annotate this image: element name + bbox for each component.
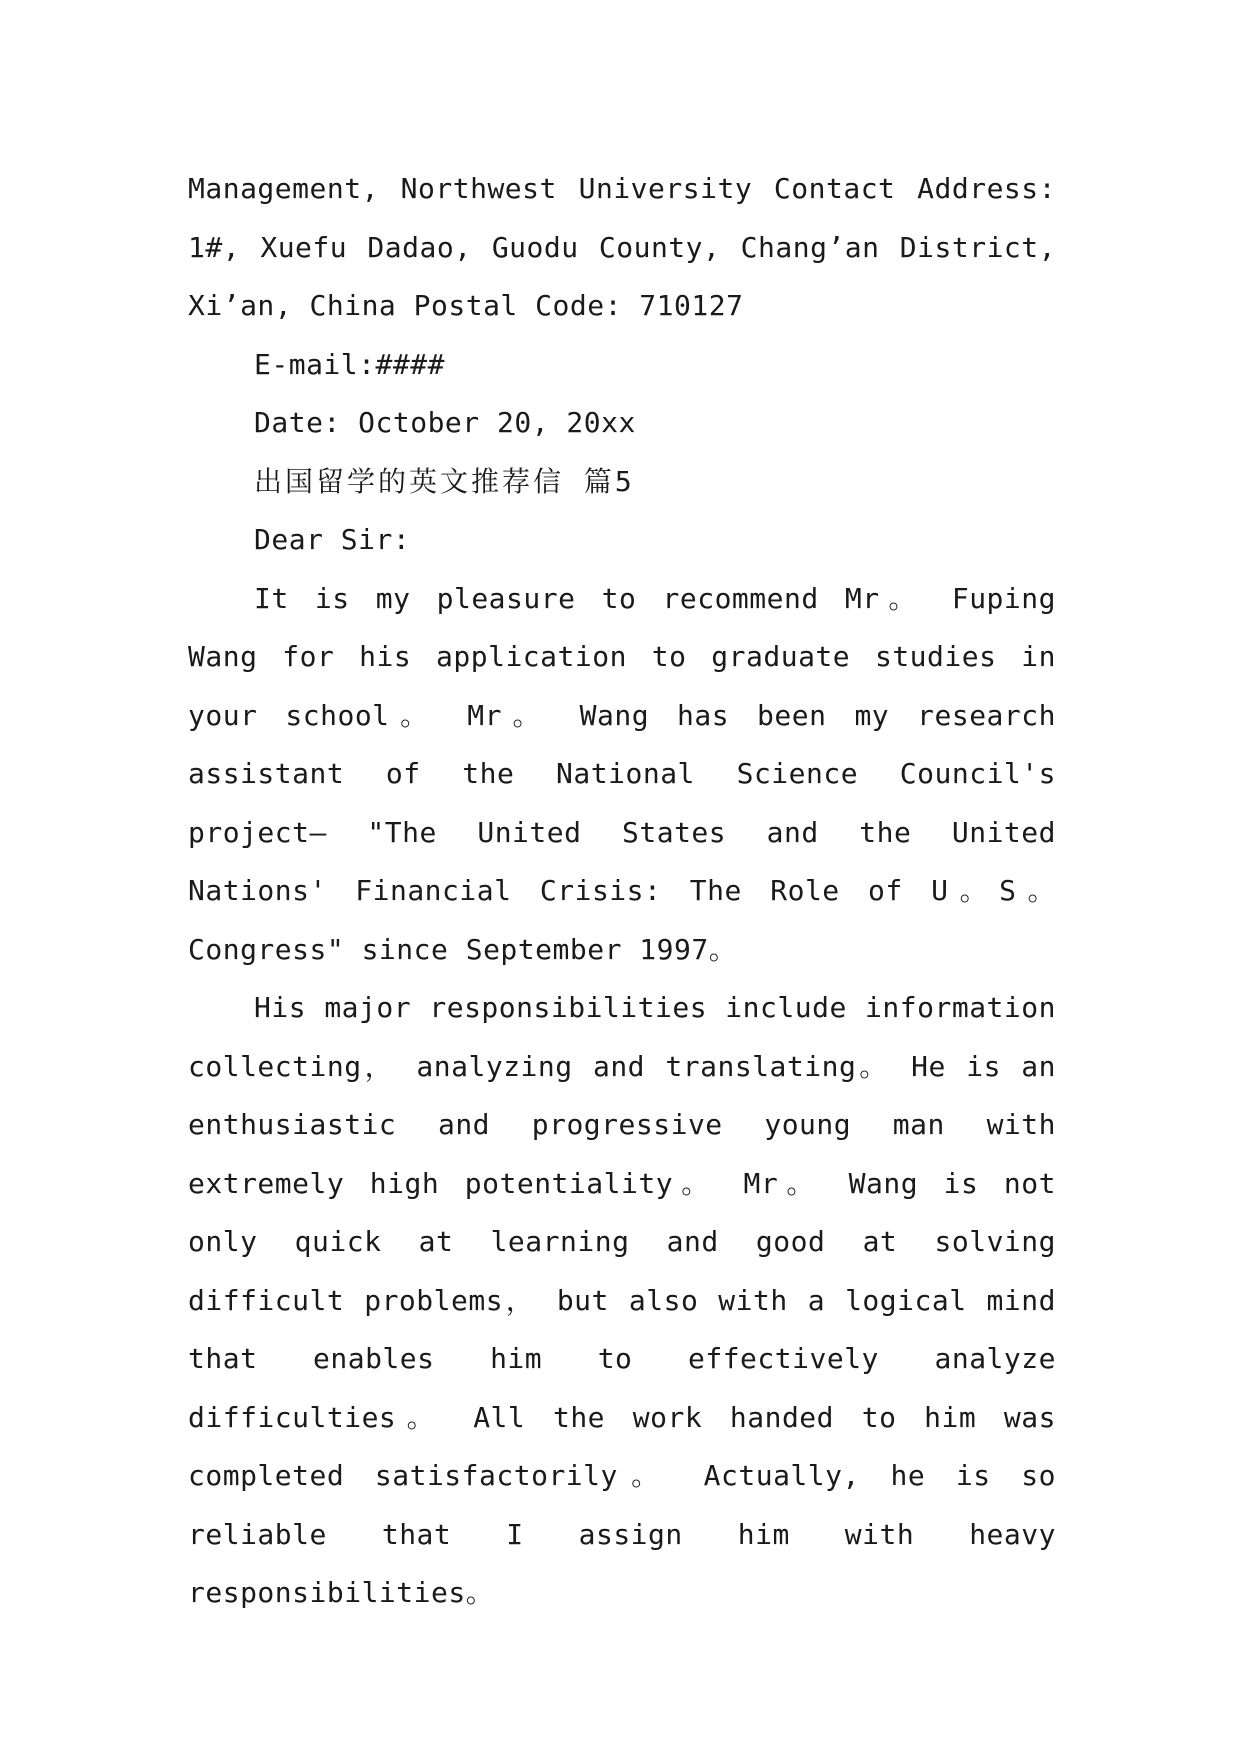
date-line: Date: October 20, 20xx xyxy=(254,406,636,439)
body-paragraph-2: His major responsibilities include information collecting， analyzing and translating。 He is an enthusiastic and progressive young man with extremely high potentiality。 Mr。 Wang is not only quick at learning and good at solving difficult problems， but also with a logical mind that enables him to effectively analyze difficulties。 All the work handed to him was completed satisfactorily。 Actually, he is so reliable that I assign him with heavy responsibilities。 xyxy=(188,991,1056,1609)
body-paragraph-1: It is my pleasure to recommend Mr。 Fuping Wang for his application to graduate studies in your school。 Mr。 Wang has been my research assistant of the National Science Council's project— "The United States and the United Nations' Financial Crisis: The Role of U。S。 Congress" since September 1997。 xyxy=(188,581,1056,966)
salutation: Dear Sir: xyxy=(254,523,411,556)
section-heading: 出国留学的英文推荐信 篇5 xyxy=(254,464,635,498)
letter-body xyxy=(188,160,1056,1623)
address-paragraph: Management, Northwest University Contact Address: 1#, Xuefu Dadao, Guodu County, Chang’an District, Xi’an, China Postal Code: 710127 xyxy=(188,172,1056,322)
email-line: E-mail:#### xyxy=(254,347,445,381)
